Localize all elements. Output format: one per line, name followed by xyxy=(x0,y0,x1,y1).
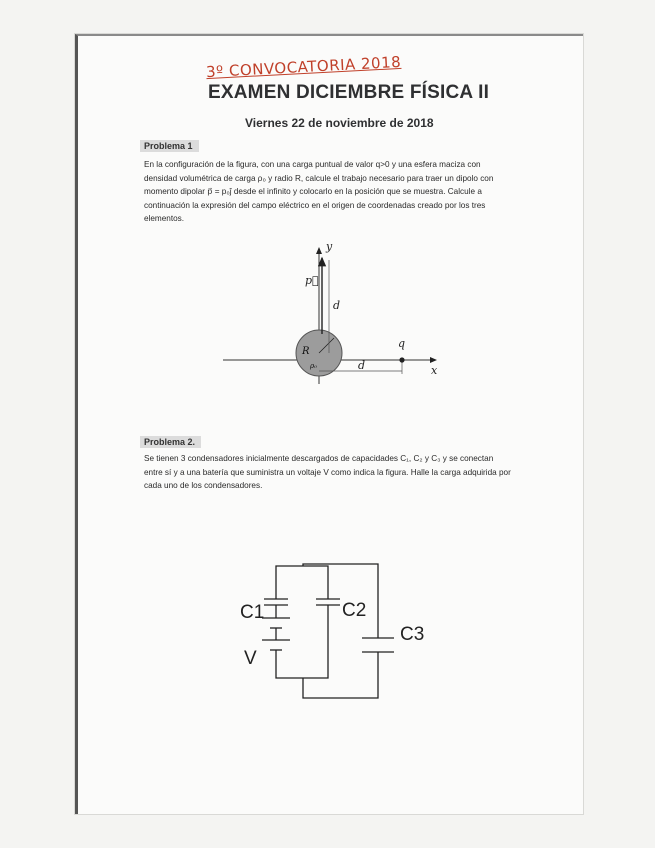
y-axis-label: y xyxy=(326,240,333,253)
problem1-figure xyxy=(218,236,448,386)
point-charge xyxy=(399,357,404,362)
vertical-distance-label: d xyxy=(333,299,341,312)
exam-date: Viernes 22 de noviembre de 2018 xyxy=(245,116,434,130)
problem2-text: Se tienen 3 condensadores inicialmente descargados de capacidades C₁, C₂ y C₃ y se conectan entre sí y a una batería que suministra un voltaje V como indica la figura. Halle la carga adquirida por cada uno de los condensadores. xyxy=(144,454,511,490)
problem2-circuit xyxy=(228,556,448,716)
c2-label: C2 xyxy=(342,600,367,621)
dipole-label: p⃗ xyxy=(305,274,319,287)
left-branch-wire xyxy=(276,566,303,599)
c3-label: C3 xyxy=(400,624,425,645)
problem1-text: En la configuración de la figura, con una carga puntual de valor q>0 y una esfera maciza con densidad volumétrica de carga ρ₀ y radio R, calcule el trabajo necesario para traer un dipolo con momento dipolar p⃗ = p₀ĵ desde el infinito y colocarlo en la posición que se muestra. Calcule a continuación la expresión del campo eléctrico en el origen de coordenadas creado por los tres elementos. xyxy=(144,160,494,223)
radius-label: R xyxy=(302,346,310,357)
horizontal-distance-label: d xyxy=(358,359,366,372)
c1-label: C1 xyxy=(240,602,265,623)
exam-sheet xyxy=(75,34,583,814)
charge-label: q xyxy=(398,337,406,350)
x-axis-label: x xyxy=(431,364,438,377)
c2-bottom-wire xyxy=(303,605,328,678)
handwritten-note: 3º CONVOCATORIA 2018 xyxy=(205,52,402,82)
outer-wire-bottom xyxy=(303,652,378,698)
left-bottom-wire xyxy=(276,660,303,678)
right-branch-wire xyxy=(303,566,328,599)
problem1-heading: Problema 1 xyxy=(140,140,199,152)
problem2-heading: Problema 2. xyxy=(140,436,201,448)
battery-label: V xyxy=(244,648,257,669)
density-label: ρ₀ xyxy=(310,362,317,370)
page-title: EXAMEN DICIEMBRE FÍSICA II xyxy=(208,82,490,103)
outer-wire xyxy=(303,564,378,638)
